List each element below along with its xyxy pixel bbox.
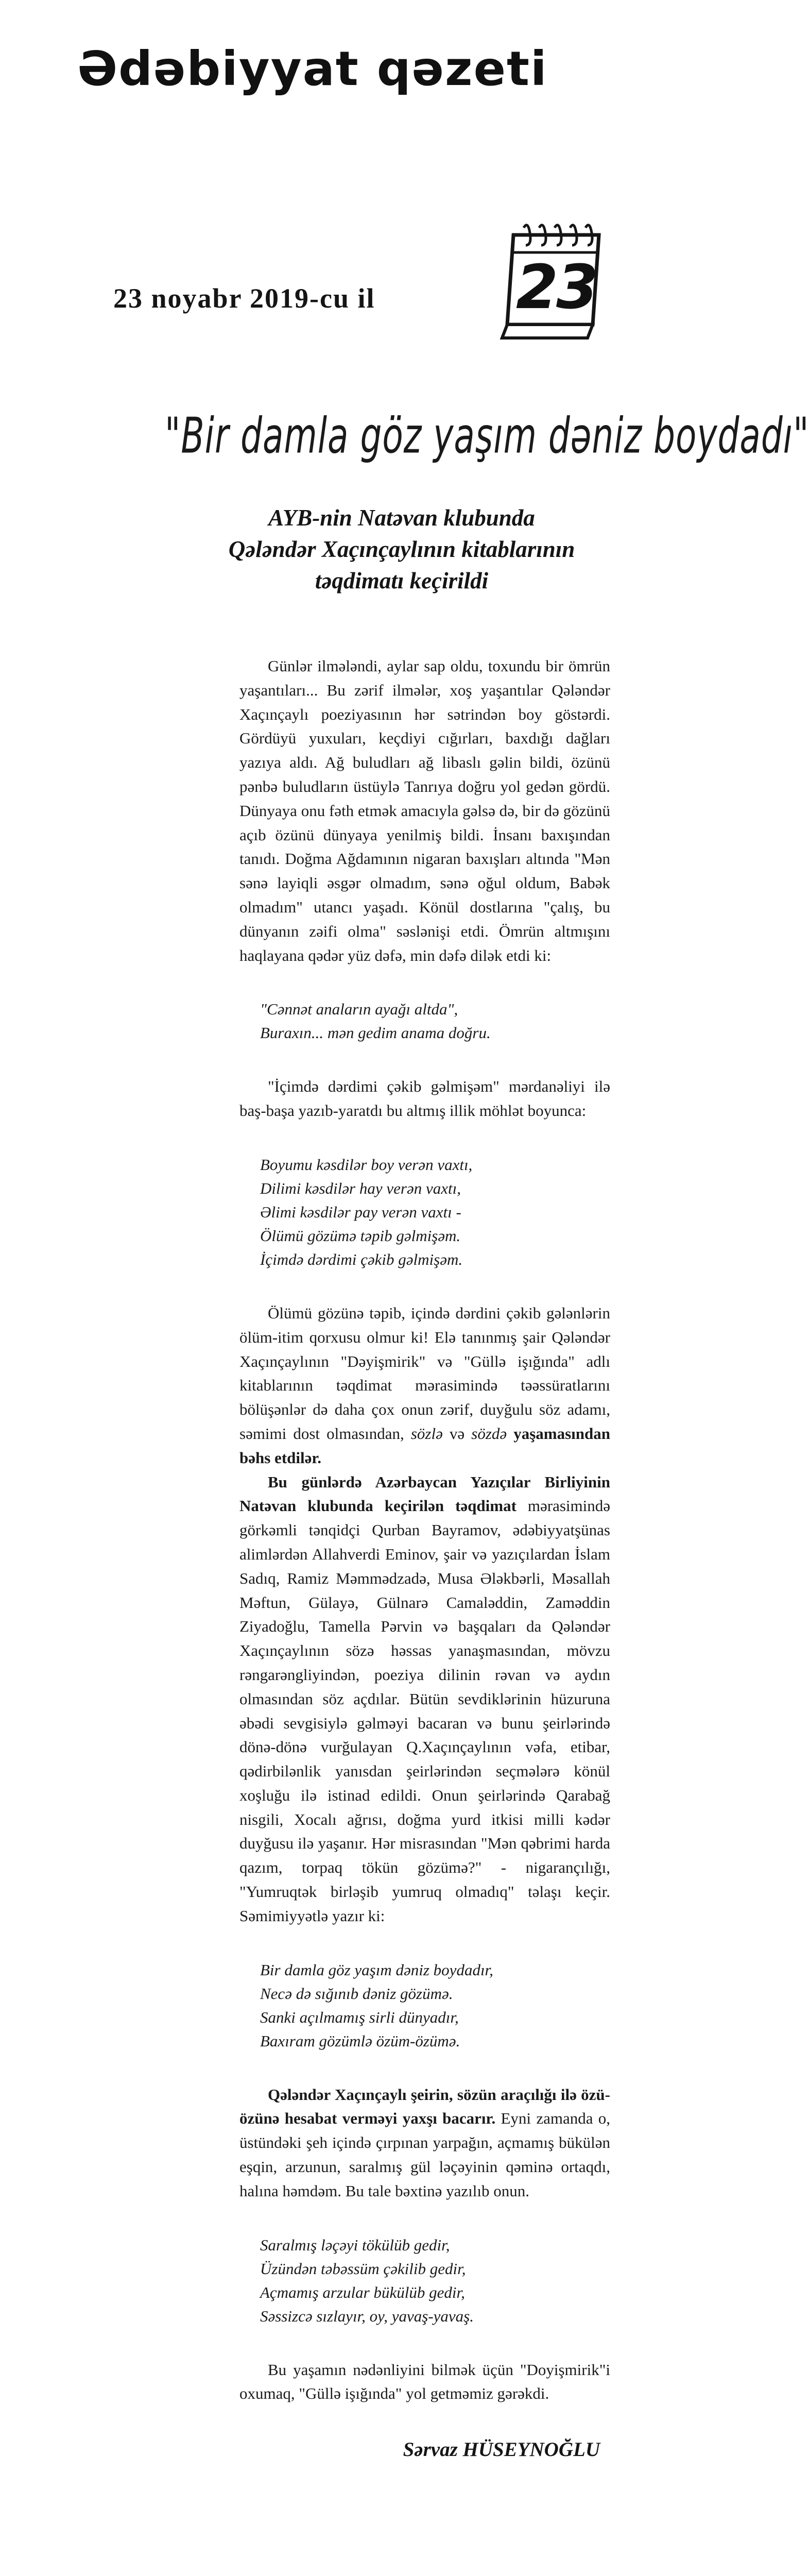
verse-block [239,2233,610,2328]
bold-text: Bu günlərdə Azərbaycan Yazıçılar Birliyinin Natəvan klubunda keçirilən təqdimat [239,1472,610,1515]
bold-text: yaşamasından bəhs etdilər. [239,1424,610,1467]
verse-block [239,1958,610,2053]
paragraph-text: Eyni zamanda o, üstündəki şeh içində çırpınan yarpağın, açmamış bükülən eşqin, arzunun, saralmış gül ləçəyinin qəminə ortaqdı, halına həmdəm. Bu tale bəxtinə yazılıb onun. [239,2109,611,2200]
article-paragraph: Günlər ilmələndi, aylar sap oldu, toxundu bir ömrün yaşantıları... Bu zərif ilmələr, xoş yaşantılar Qələndər Xaçınçaylı poeziyasının hər sətrindən boy göstərdi. Gördüyü yuxuları, keçdiyi cığırları, baxdığı dağları yazıya aldı. Ağ buludları ağ libaslı gəlin bildi, özünü pənbə buludların üstüylə Tanrıya doğru yol gedən gördü. Dünyaya onu fəth etmək amacıyla gəlsə də, bir də gözünü açıb özünü dünyaya yenilmiş bildi. İnsanı baxışından tanıdı. Doğma Ağdamının nigaran baxışları altında "Mən sənə layiqli əsgər olmadım, sənə oğul oldum, Babək olmadım" utancı yaşadı. Könül dostlarına "çalış, bu dünyanın zəifi olma" səslənişi etdi. Ömrün altmışını haqlayana qədər yüz dəfə, min dəfə dilək etdi ki: [239,657,610,964]
verse-block [239,1153,610,1272]
bold-text: Qələndər Xaçınçaylı şeirin, sözün araçılığı ilə özü-özünə hesabat verməyi yaxşı bacarır. [239,2085,610,2128]
subheading-line: AYB-nin Natəvan klubunda [268,505,535,531]
article-headline: "Bir damla göz yaşım dəniz boydadı" [165,407,809,465]
verse-line: Boyumu kəsdilər boy verən vaxtı, [260,1155,473,1174]
verse-line: İçimdə dərdimi çəkib gəlmişəm. [260,1250,463,1268]
verse-line: Üzündən təbəssüm çəkilib gedir, [260,2259,466,2278]
article-subheading [196,502,608,597]
verse-line: Əlimi kəsdilər pay verən vaxtı - [260,1202,461,1221]
article-paragraph [239,1470,610,1928]
article-paragraph [239,2083,610,2204]
subheading-line: Qələndər Xaçınçaylının kitablarının [228,536,575,562]
verse-line: Baxıram gözümlə özüm-özümə. [260,2031,460,2050]
verse-line: Səssizcə sızlayır, oy, yavaş-yavaş. [260,2307,474,2325]
issue-date: 23 noyabr 2019-cu il [113,283,375,314]
article-author: Sərvaz HÜSEYNOĞLU [403,2438,600,2461]
verse-line: Ölümü gözümə təpib gəlmişəm. [260,1226,461,1245]
calendar-day-number: 23 [515,251,597,323]
verse-line: Sanki açılmamış sirli dünyadır, [260,2008,459,2026]
verse-line: Dilimi kəsdilər hay verən vaxtı, [260,1179,461,1197]
paragraph-text: Ölümü gözünə təpib, içində dərdini çəkib gələnlərin ölüm-itim qorxusu olmur ki! Elə tanınmış şair Qələndər Xaçınçaylının "Dəyişmirik" və "Güllə işığında" adlı kitablarının təqdimat mərasimində təəssüratlarını bölüşənlər də daha çox onun zərif, duyğulu söz adamı, səmimi dost olmasından, [239,1303,610,1443]
paragraph-text: mərasimində görkəmli tənqidçi Qurban Bayramov, ədəbiyyatşünas alimlərdən Allahverdi Eminov, şair və yazıçılardan İslam Sadıq, Ramiz Məmmədzadə, Musa Ələkbərli, Məsallah Məftun, Gülayə, Gülnarə Camaləddin, Zaməddin Ziyadoğlu, Tamella Pərvin və başqaları da Qələndər Xaçınçaylının sözə həssas yanaşmasından, mövzu rəngarəngliyindən, poeziya dilinin rəvan və aydın olmasından söz açdılar. Bütün sevdiklərinin hüzuruna əbədi sevgisiylə gəlməyi bacaran və bunu şeirlərində dönə-dönə vurğulayan Q.Xaçınçaylının vəfa, etibar, qədirbilənlik yanısdan şeirlərindən seçmələrə könül xoşluğu ilə istinad edildi. Onun şeirlərində Qarabağ nisgili, Xocalı ağrısı, doğma yurd itkisi milli kədər duyğusu ilə yaşanır. Hər misrasından "Mən qəbrimi harda qazım, torpaq tökün gözümə?" - nigarançılığı, "Yumruqtək birləşib yumruq olmadıq" təlaşı keçir. Səmimiyyətlə yazır ki: [239,1497,610,1925]
article-paragraph: Bu yaşamın nədənliyini bilmək üçün "Doyişmirik"i oxumaq, "Güllə işığında" yol getməmiz gərəkdi. [239,2360,610,2403]
verse-line: Buraxın... mən gedim anama doğru. [260,1024,491,1042]
verse-block [239,997,610,1045]
article-paragraph: "İçimdə dərdimi çəkib gəlmişəm" mərdanəliyi ilə baş-başa yazıb-yaratdı bu altmış illik möhlət boyunca: [239,1077,610,1120]
subheading-line: təqdimatı keçirildi [315,568,489,594]
verse-line: Saralmış ləçəyi tökülüb gedir, [260,2235,450,2254]
article-paragraph [239,1301,610,1470]
verse-line: Necə də sığınıb dəniz gözümə. [260,1984,453,2003]
newspaper-masthead: Ədəbiyyat qəzeti [77,41,548,96]
italic-word: sözdə [471,1424,507,1443]
article-body [239,654,610,2462]
verse-line: Bir damla göz yaşım dəniz boydadır, [260,1960,493,1979]
paragraph-text: və [442,1424,472,1443]
italic-word: sözlə [410,1424,443,1443]
verse-line: "Cənnət anaların ayağı altda", [260,1000,458,1019]
verse-line: Açmamış arzular bükülüb gedir, [260,2283,465,2301]
